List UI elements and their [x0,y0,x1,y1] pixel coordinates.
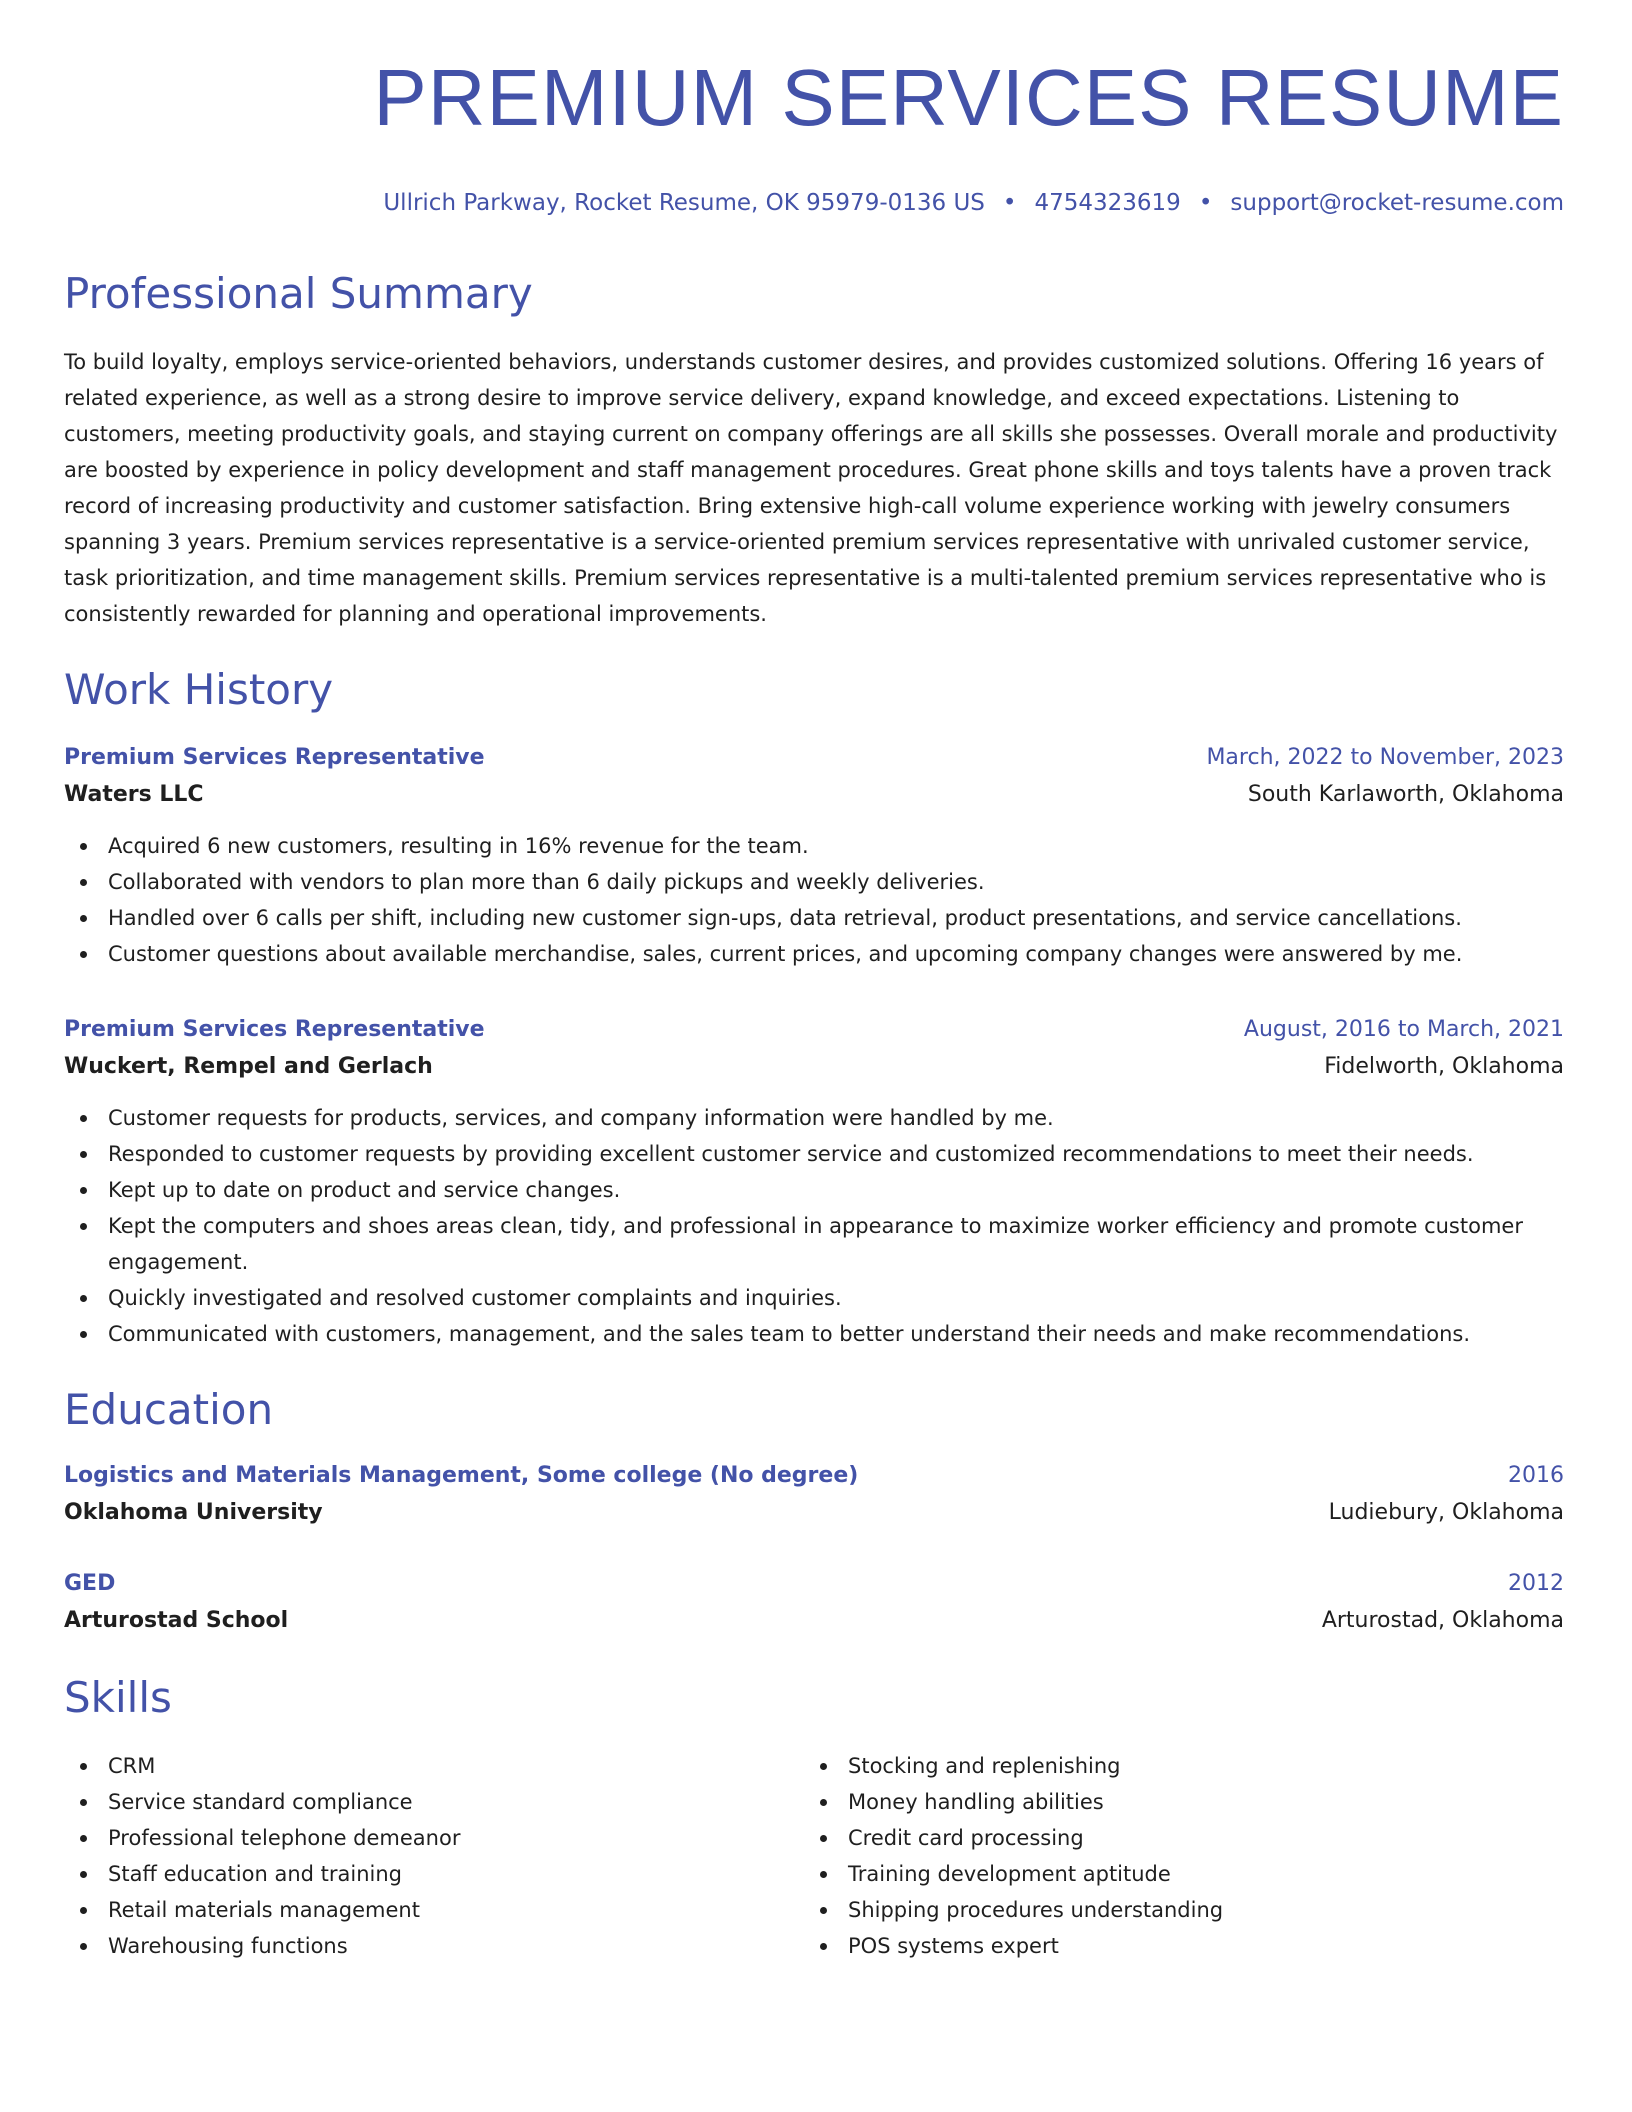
school-name: Oklahoma University [64,1500,323,1525]
job-bullet: Handled over 6 calls per shift, including new customer sign-ups, data retrieval, product presentations, and service cancellations. [64,900,1564,936]
job-bullet: Customer requests for products, services, and company information were handled by me. [64,1100,1564,1136]
graduation-year: 2012 [1508,1571,1564,1596]
separator-dot: • [1002,190,1017,216]
job-title: Premium Services Representative [64,1017,485,1042]
skills-section [64,1670,1564,1964]
school-location: Ludiebury, Oklahoma [1328,1500,1564,1525]
degree-name: GED [64,1571,116,1596]
contact-email[interactable]: support@rocket-resume.com [1230,190,1564,216]
skill-item: Retail materials management [64,1892,804,1928]
skill-item: Service standard compliance [64,1784,804,1820]
work-history-heading: Work History [64,665,334,714]
job-dates: August, 2016 to March, 2021 [1243,1017,1564,1042]
job-location: Fidelworth, Oklahoma [1324,1054,1564,1079]
job-bullet: Responded to customer requests by providing excellent customer service and customized recommendations to meet their needs. [64,1136,1564,1172]
job-bullets [64,828,1564,972]
job-dates: March, 2022 to November, 2023 [1206,745,1564,770]
skill-item: Staff education and training [64,1856,804,1892]
skills-heading: Skills [64,1673,172,1722]
job-bullet: Kept the computers and shoes areas clean, tidy, and professional in appearance to maximize worker efficiency and promote customer engagement. [64,1208,1564,1280]
job-bullet: Quickly investigated and resolved customer complaints and inquiries. [64,1280,1564,1316]
education-heading: Education [64,1385,274,1434]
job-bullet: Acquired 6 new customers, resulting in 16% revenue for the team. [64,828,1564,864]
job-entry [64,740,1564,972]
summary-text: To build loyalty, employs service-oriented behaviors, understands customer desires, and provides customized solutions. Offering 16 years of related experience, as well as a strong desire to improve service delivery, expand knowledge, and exceed expectations. Listening to customers, meeting productivity goals, and staying current on company offerings are all skills she possesses. Overall morale and productivity are boosted by experience in policy development and staff management procedures. Great phone skills and toys talents have a proven track record of increasing productivity and customer satisfaction. Bring extensive high-call volume experience working with jewelry consumers spanning 3 years. Premium services representative is a service-oriented premium services representative with unrivaled customer service, task prioritization, and time management skills. Premium services representative is a multi-talented premium services representative who is consistently rewarded for planning and operational improvements. [64,350,1558,626]
job-title: Premium Services Representative [64,745,485,770]
contact-address: Ullrich Parkway, Rocket Resume, OK 95979-0136 US [383,190,985,216]
work-history-section [64,662,1564,1352]
job-location: South Karlaworth, Oklahoma [1247,782,1564,807]
skill-item: Professional telephone demeanor [64,1820,804,1856]
skill-item: CRM [64,1748,804,1784]
skill-item: POS systems expert [804,1928,1544,1964]
degree-name: Logistics and Materials Management, Some college (No degree) [64,1463,859,1488]
school-location: Arturostad, Oklahoma [1321,1608,1564,1633]
job-entry [64,1012,1564,1352]
skill-item: Warehousing functions [64,1928,804,1964]
job-bullet: Customer questions about available merchandise, sales, current prices, and upcoming company changes were answered by me. [64,936,1564,972]
summary-heading: Professional Summary [64,269,533,318]
job-bullets [64,1100,1564,1352]
resume-header [64,50,1564,220]
separator-dot: • [1198,190,1213,216]
school-name: Arturostad School [64,1608,289,1633]
job-bullet: Collaborated with vendors to plan more than 6 daily pickups and weekly deliveries. [64,864,1564,900]
employer-name: Waters LLC [64,782,204,807]
employer-name: Wuckert, Rempel and Gerlach [64,1054,433,1079]
skills-columns [64,1748,1564,1964]
skill-item: Training development aptitude [804,1856,1544,1892]
education-section [64,1382,1564,1640]
graduation-year: 2016 [1508,1463,1564,1488]
skill-item: Stocking and replenishing [804,1748,1544,1784]
skill-item: Money handling abilities [804,1784,1544,1820]
resume-name: PREMIUM SERVICES RESUME [373,53,1564,142]
job-bullet: Communicated with customers, management, and the sales team to better understand their needs and make recommendations. [64,1316,1564,1352]
resume-page [64,50,1564,1964]
education-entry [64,1566,1564,1640]
skills-list-left [64,1748,804,1964]
contact-phone: 4754323619 [1034,190,1181,216]
contact-line [64,186,1564,220]
skill-item: Credit card processing [804,1820,1544,1856]
skills-list-right [804,1748,1544,1964]
education-entry [64,1458,1564,1532]
summary-section [64,266,1564,632]
job-bullet: Kept up to date on product and service changes. [64,1172,1564,1208]
skill-item: Shipping procedures understanding [804,1892,1544,1928]
